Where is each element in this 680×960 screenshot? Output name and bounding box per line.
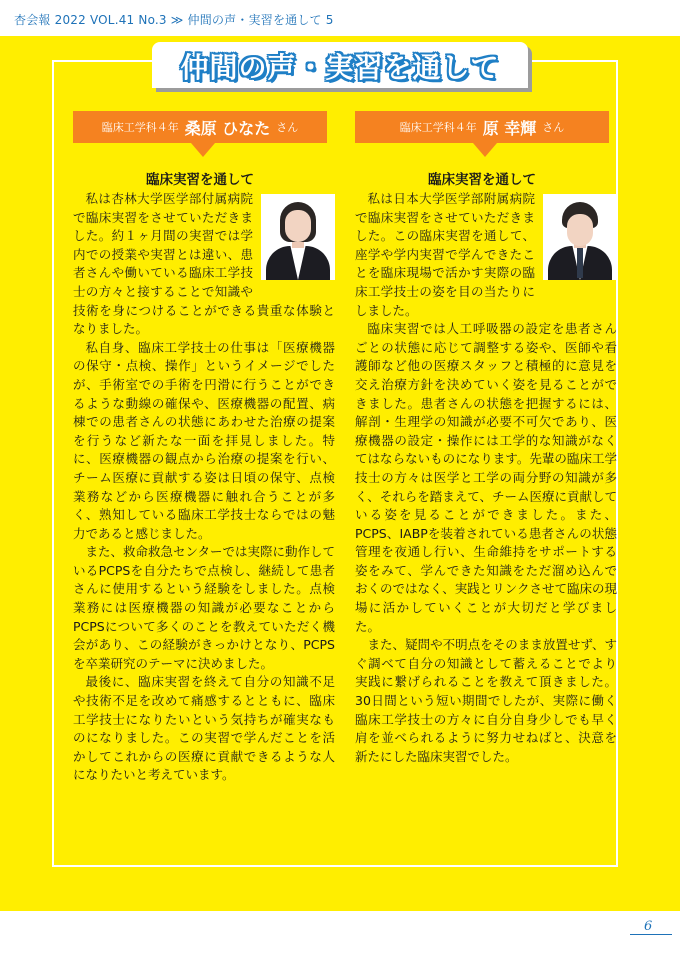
banner-pointer [191, 143, 215, 157]
running-header: 杏会報 2022 VOL.41 No.3 ≫ 仲間の声・実習を通して 5 [14, 13, 334, 27]
section-title-right: 臨床実習を通して [428, 172, 536, 188]
page-number: 6 [644, 919, 653, 934]
article-body-left [73, 190, 335, 785]
paragraph: また、疑問や不明点をそのまま放置せず、すぐ調べて自分の知識として蓄えることでより実践に繋げられることを教えて頂きました。30日間という短い期間でしたが、実際に働く臨床工学技士の方々に自分自身少しでも早く肩を並べられるように努力せねばと、決意を新たにした臨床実習でした。 [355, 637, 617, 764]
footer-rule [630, 934, 672, 935]
paragraph: 最後に、臨床実習を終えて自分の知識不足や技術不足を改めて痛感するとともに、臨床工学技士になりたいという気持ちが確実なものになりました。この実習で学んだことを活かしてこれからの医療に貢献できるような人になりたいと考えています。 [73, 674, 335, 783]
section-title-left: 臨床実習を通して [146, 172, 254, 188]
portrait-photo [543, 194, 617, 280]
article-title: 仲間の声・実習を通して [180, 51, 500, 84]
paragraph: 私は日本大学医学部附属病院で臨床実習をさせていただきました。この臨床実習を通して、座学や学内実習で学んできたことを臨床現場で活かす実際の臨床工学技士の姿を目の当たりにしました。 [355, 191, 535, 318]
student-dept: 臨床工学科４年 [101, 121, 179, 134]
paragraph: また、救命救急センターでは実際に動作しているPCPSを自分たちで点検し、継続して患者さんに使用するという経験をしました。点検業務には医療機器の知識が必要なことからPCPSについて多くのことを教えていただく機会があり、この経験がきっかけとなり、PCPSを卒業研究のテーマに決めました。 [73, 544, 336, 671]
student-dept: 臨床工学科４年 [399, 121, 477, 134]
banner-pointer [473, 143, 497, 157]
name-suffix: さん [542, 121, 565, 134]
title-tab [152, 42, 528, 88]
paragraph: 私自身、臨床工学技士の仕事は「医療機器の保守・点検、操作」というイメージでしたが、手術室での手術を円滑に行うことができるような動線の確保や、医療機器の配置、病棟での患者さんの状態にあわせた治療の提案を行うなど新たな一面を拝見しました。特に、医療機器の観点から治療の提案を行い、チーム医療に貢献する姿は日頃の保守、点検業務などから医療機器に触れ合うことが多く、熟知している臨床工学技士ならではの魅力であると感じました。 [73, 339, 335, 541]
student-banner-left [73, 111, 327, 143]
paragraph: 臨床実習では人工呼吸器の設定を患者さんごとの状態に応じて調整する姿や、医師や看護師など他の医療スタッフと積極的に意見を交え治療方針を決めていく姿を見ることができました。患者さんの状態を把握するには、解剖・生理学の知識が必要不可欠であり、医療機器の設定・操作には工学的な知識がなくてはならないものになります。先輩の臨床工学技士の方々は医学と工学の両分野の知識が多く、それらを踏まえて、チーム医療に貢献している姿を見ることができました。また、PCPS、IABPを装着されている患者さんの状態管理を夜通し行い、生命維持をサポートする姿をみて、学んできた知識をただ溜め込んでおくのではなく、実践とリンクさせて臨床の現場に活かしていくことが大切だと学びました。 [355, 321, 618, 634]
paragraph: 私は杏林大学医学部付属病院で臨床実習をさせていただきました。約１ヶ月間の実習では学内での授業や実習とは違い、患者さんや働いている臨床工学技士の方々と接することで知識や技術を身につけることができる貴重な体験となりました。 [73, 191, 335, 337]
article-body-right [355, 190, 617, 766]
name-suffix: さん [276, 121, 299, 134]
student-name: 桑原 ひなた [184, 118, 271, 138]
student-banner-right [355, 111, 609, 143]
student-name: 原 幸輝 [482, 118, 537, 138]
portrait-photo [261, 194, 335, 280]
